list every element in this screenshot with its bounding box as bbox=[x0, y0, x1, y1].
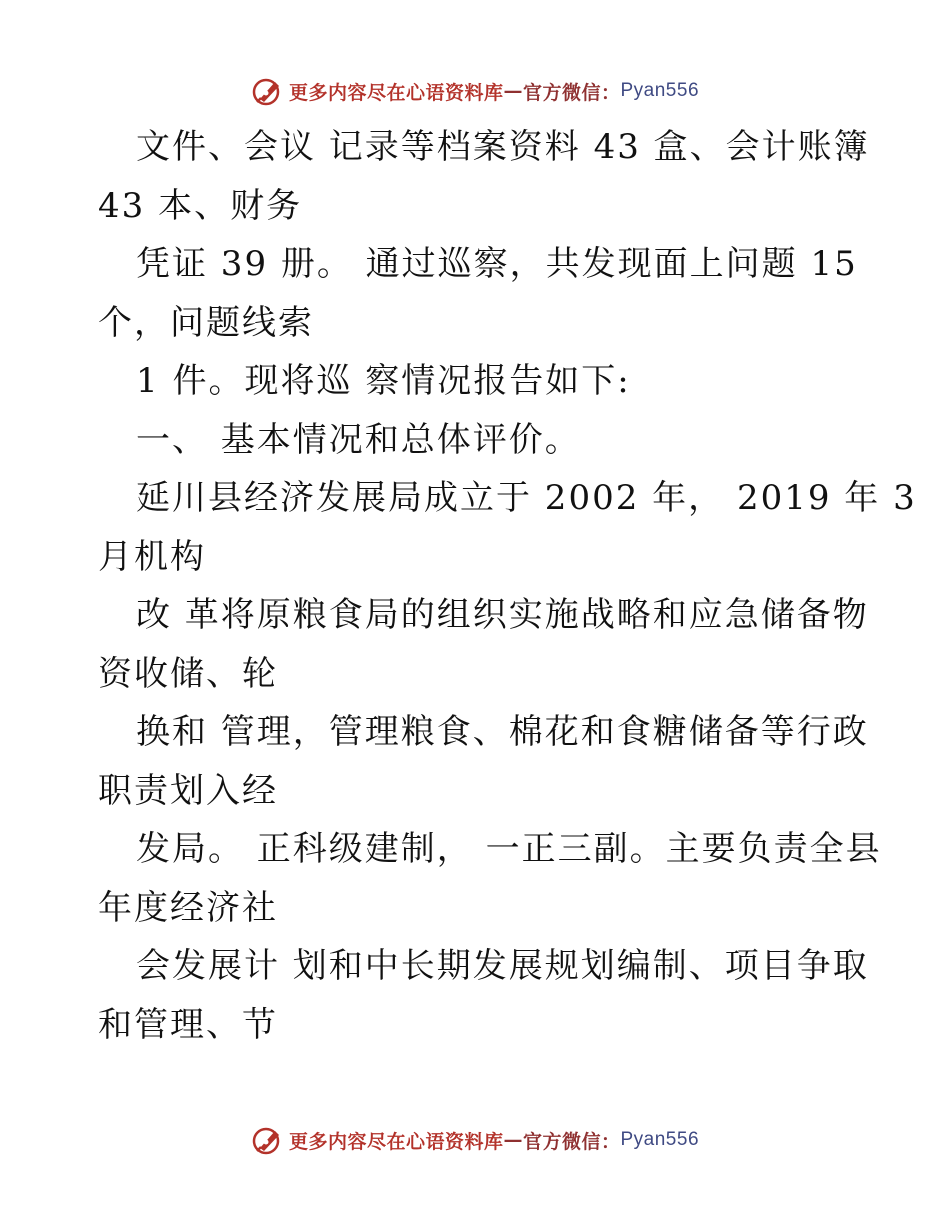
text-line: 和管理、节 bbox=[98, 1004, 278, 1045]
watermark-wechat-id: Pyan556 bbox=[620, 1129, 700, 1150]
watermark-dash: — bbox=[503, 1129, 523, 1151]
text-line: 月机构 bbox=[98, 536, 206, 577]
watermark-wechat-id: Pyan556 bbox=[620, 80, 700, 101]
text-line: 年度经济社 bbox=[98, 887, 278, 928]
watermark-site-text: 更多内容尽在心语资料库 bbox=[288, 81, 504, 104]
text-line: 职责划入经 bbox=[98, 770, 278, 811]
watermark-dash: — bbox=[503, 80, 523, 102]
watermark-wechat-label: 官方微信： bbox=[522, 81, 621, 104]
text-line: 换和 管理，管理粮食、棉花和食糖储备等行政 bbox=[136, 712, 869, 752]
text-line: 会发展计 划和中长期发展规划编制、项目争取 bbox=[136, 946, 869, 986]
text-line: 资收储、轮 bbox=[98, 653, 278, 694]
watermark-site-text: 更多内容尽在心语资料库 bbox=[288, 1130, 504, 1153]
text-line: 改 革将原粮食局的组织实施战略和应急储备物 bbox=[136, 595, 869, 635]
text-line: 凭证 39 册。 通过巡察，共发现面上问题 15 bbox=[136, 244, 858, 284]
pen-nib-logo-icon bbox=[251, 1123, 285, 1157]
text-line: 发局。 正科级建制， 一正三副。主要负责全县 bbox=[136, 829, 882, 869]
document-body bbox=[98, 118, 917, 1054]
text-line: 1 件。现将巡 察情况报告如下: bbox=[136, 361, 631, 401]
text-line: 延川县经济发展局成立于 2002 年， 2019 年 3 bbox=[136, 478, 917, 518]
text-line: 个，问题线索 bbox=[98, 302, 314, 343]
footer-watermark bbox=[0, 1120, 950, 1160]
watermark-wechat-label: 官方微信： bbox=[522, 1130, 621, 1153]
text-line: 43 本、财务 bbox=[98, 185, 303, 226]
section-heading: 一、 基本情况和总体评价。 bbox=[136, 419, 581, 460]
text-line: 文件、会议 记录等档案资料 43 盒、会计账簿 bbox=[136, 127, 870, 167]
header-watermark bbox=[0, 71, 950, 111]
pen-nib-logo-icon bbox=[251, 74, 285, 108]
